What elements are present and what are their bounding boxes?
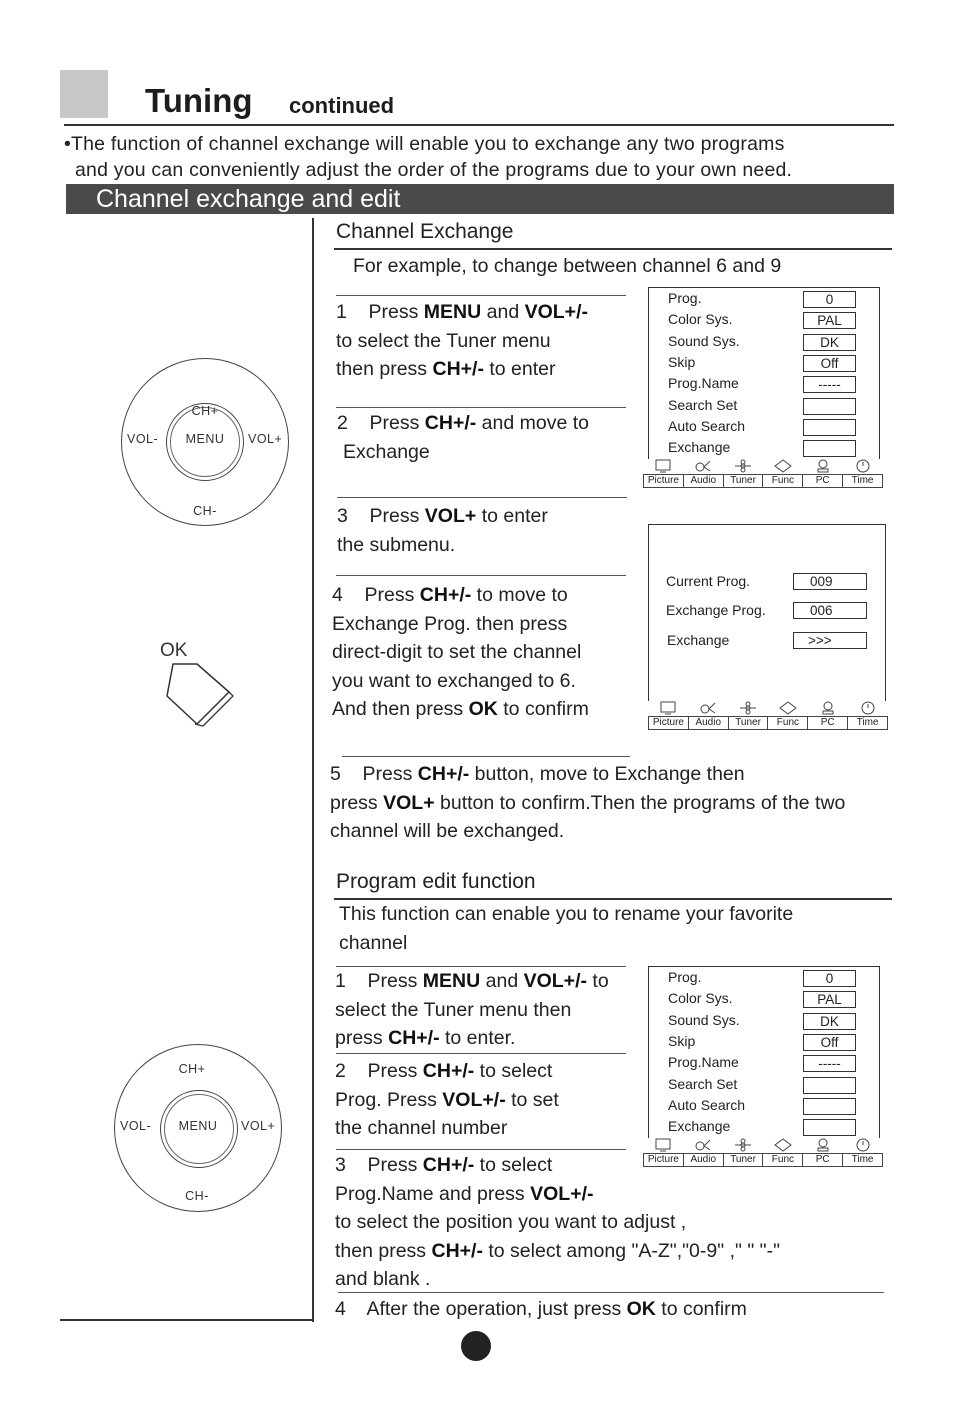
menu-row-label: Skip	[668, 1032, 696, 1049]
menu-row-value: DK	[803, 334, 856, 351]
menu-row-value: DK	[803, 1013, 856, 1030]
tab-audio[interactable]: Audio	[688, 717, 728, 729]
menu-row-value: Off	[803, 355, 856, 372]
menu-row-label: Prog.	[668, 290, 702, 306]
menu-row-value	[803, 1098, 856, 1115]
banner-text: Channel exchange and edit	[96, 185, 401, 213]
menu-row-label: Color Sys.	[668, 990, 733, 1007]
menu-row-label: Exchange	[668, 439, 731, 456]
program-edit-desc: This function can enable you to rename your favorite channel	[339, 903, 794, 954]
exchange-field: >>>	[793, 632, 867, 649]
menu-tab-strip	[643, 1137, 883, 1167]
func-icon	[779, 701, 797, 715]
dial-vol-up-label: VOL+	[248, 432, 283, 446]
menu-row-label: Prog.Name	[668, 1054, 739, 1071]
exchange-prog-label: Exchange Prog.	[666, 602, 766, 618]
step-2: 2 Press CH+/- and move to Exchange	[337, 412, 589, 463]
menu-row-label: Exchange	[668, 1118, 731, 1135]
menu-row-label: Auto Search	[668, 417, 746, 434]
section-banner	[66, 184, 894, 214]
menu-row-value: PAL	[803, 312, 856, 329]
ok-button-icon[interactable]	[163, 660, 235, 728]
step-3: 3 Press VOL+ to enter the submenu.	[337, 505, 548, 556]
dial-vol-down-label: VOL-	[127, 432, 159, 446]
menu-row-label: Prog.Name	[668, 375, 739, 392]
menu-row-value: -----	[803, 376, 856, 393]
section-marker-square	[60, 70, 108, 118]
tab-icons	[643, 1137, 883, 1153]
tab-icons	[643, 458, 883, 474]
tab-time[interactable]: Time	[842, 1154, 882, 1166]
tab-tuner[interactable]: Tuner	[723, 1154, 763, 1166]
intro-line-2: and you can conveniently adjust the order of the programs due to your own need.	[75, 159, 793, 181]
picture-icon	[654, 1138, 672, 1152]
tab-func[interactable]: Func	[762, 1154, 802, 1166]
ok-label: OK	[160, 640, 188, 661]
remote-dial	[114, 1044, 282, 1212]
audio-icon	[699, 701, 717, 715]
dial-ch-up-label: CH+	[178, 1062, 206, 1076]
current-prog-field: 009	[793, 573, 867, 590]
step-5: 5 Press CH+/- button, move to Exchange then press VOL+ button to confirm.Then the programs of the two channel will be exchanged.	[330, 763, 846, 842]
step-divider	[336, 575, 626, 576]
time-icon	[859, 701, 877, 715]
pc-icon	[814, 459, 832, 473]
step-divider	[336, 295, 626, 296]
exchange-prog-field: 006	[793, 602, 867, 619]
menu-row-value: 0	[803, 291, 856, 308]
edit-step-2: 2 Press CH+/- to select Prog. Press VOL+/- to set the channel number	[335, 1060, 559, 1139]
page-title: Tuning	[145, 82, 253, 119]
tab-pc[interactable]: PC	[807, 717, 847, 729]
menu-row-label: Prog.	[668, 969, 702, 985]
tab-func[interactable]: Func	[762, 475, 802, 487]
page-subtitle: continued	[289, 93, 395, 118]
tab-pc[interactable]: PC	[802, 475, 842, 487]
tuner-menu-screen	[643, 287, 883, 499]
picture-icon	[659, 701, 677, 715]
intro-paragraph	[64, 131, 899, 183]
dial-menu-label: MENU	[185, 432, 225, 446]
column-bottom-rule	[60, 1319, 314, 1321]
menu-row-label: Search Set	[668, 396, 738, 413]
tab-picture[interactable]: Picture	[652, 717, 684, 728]
tuner-icon	[739, 701, 757, 715]
tab-func[interactable]: Func	[767, 717, 807, 729]
step-divider	[336, 1053, 626, 1054]
program-edit-heading: Program edit function	[336, 870, 536, 893]
step-1: 1 Press MENU and VOL+/- to select the Tuner menu then press CH+/- to enter	[336, 301, 588, 380]
dial-ch-down-label: CH-	[193, 504, 217, 518]
tuner-icon	[734, 459, 752, 473]
menu-row-value	[803, 419, 856, 436]
exchange-label: Exchange	[667, 632, 730, 648]
picture-icon	[654, 459, 672, 473]
tab-time[interactable]: Time	[842, 475, 882, 487]
step-divider	[338, 1292, 884, 1293]
heading-rule	[334, 248, 892, 250]
step-divider	[342, 756, 630, 757]
time-icon	[854, 459, 872, 473]
menu-row-value	[803, 1077, 856, 1094]
menu-tab-strip	[643, 458, 883, 488]
menu-row-value	[803, 1119, 856, 1136]
menu-row-value: Off	[803, 1034, 856, 1051]
remote-dial	[121, 358, 289, 526]
tab-audio[interactable]: Audio	[683, 1154, 723, 1166]
tab-icons	[648, 700, 888, 716]
tab-tuner[interactable]: Tuner	[728, 717, 768, 729]
menu-row-value: PAL	[803, 991, 856, 1008]
edit-step-3: 3 Press CH+/- to select Prog.Name and press VOL+/- to select the position you want to adjust , then press CH+/- to select among "A-Z","0-9" ," " "-" and blank .	[335, 1154, 781, 1290]
pc-icon	[814, 1138, 832, 1152]
func-icon	[774, 1138, 792, 1152]
dial-ch-up-label: CH+	[191, 404, 219, 418]
step-4: 4 Press CH+/- to move to Exchange Prog. then press direct-digit to set the channel you want to exchanged to 6. And then press OK to confirm	[332, 584, 589, 720]
current-prog-label: Current Prog.	[666, 573, 751, 589]
example-text: For example, to change between channel 6 and 9	[353, 255, 782, 277]
tab-labels	[648, 716, 888, 730]
tab-tuner[interactable]: Tuner	[723, 475, 763, 487]
menu-row-label: Auto Search	[668, 1096, 746, 1113]
tuner-icon	[734, 1138, 752, 1152]
func-icon	[774, 459, 792, 473]
column-divider	[312, 218, 314, 1322]
tab-audio[interactable]: Audio	[683, 475, 723, 487]
tab-time[interactable]: Time	[847, 717, 887, 729]
step-divider	[337, 497, 627, 498]
intro-line-1: •The function of channel exchange will enable you to exchange any two programs	[64, 133, 785, 155]
tab-picture[interactable]: Picture	[647, 1154, 679, 1165]
audio-icon	[694, 1138, 712, 1152]
menu-row-label: Search Set	[668, 1075, 738, 1092]
menu-tab-strip	[648, 700, 888, 730]
edit-step-4: 4 After the operation, just press OK to confirm	[335, 1298, 747, 1320]
dial-menu-label: MENU	[178, 1119, 218, 1133]
step-divider	[336, 407, 626, 408]
time-icon	[854, 1138, 872, 1152]
edit-step-1: 1 Press MENU and VOL+/- to select the Tuner menu then press CH+/- to enter.	[335, 970, 609, 1049]
page-number-dot	[461, 1331, 491, 1361]
dial-ch-down-label: CH-	[185, 1189, 209, 1203]
menu-row-label: Sound Sys.	[668, 332, 740, 349]
audio-icon	[694, 459, 712, 473]
tab-labels	[643, 474, 883, 488]
tab-labels	[643, 1153, 883, 1167]
menu-row-value: -----	[803, 1055, 856, 1072]
channel-exchange-heading: Channel Exchange	[336, 220, 514, 243]
exchange-submenu-screen	[648, 524, 888, 738]
tab-pc[interactable]: PC	[802, 1154, 842, 1166]
title-rule	[64, 124, 894, 126]
tuner-menu-screen	[643, 966, 883, 1178]
menu-row-label: Color Sys.	[668, 311, 733, 328]
menu-row-value	[803, 398, 856, 415]
tab-picture[interactable]: Picture	[647, 475, 679, 486]
menu-row-value	[803, 440, 856, 457]
dial-vol-down-label: VOL-	[120, 1119, 152, 1133]
menu-row-label: Skip	[668, 353, 696, 370]
dial-vol-up-label: VOL+	[241, 1119, 276, 1133]
pc-icon	[819, 701, 837, 715]
menu-row-label: Sound Sys.	[668, 1011, 740, 1028]
step-divider	[336, 1149, 626, 1150]
menu-row-value: 0	[803, 970, 856, 987]
